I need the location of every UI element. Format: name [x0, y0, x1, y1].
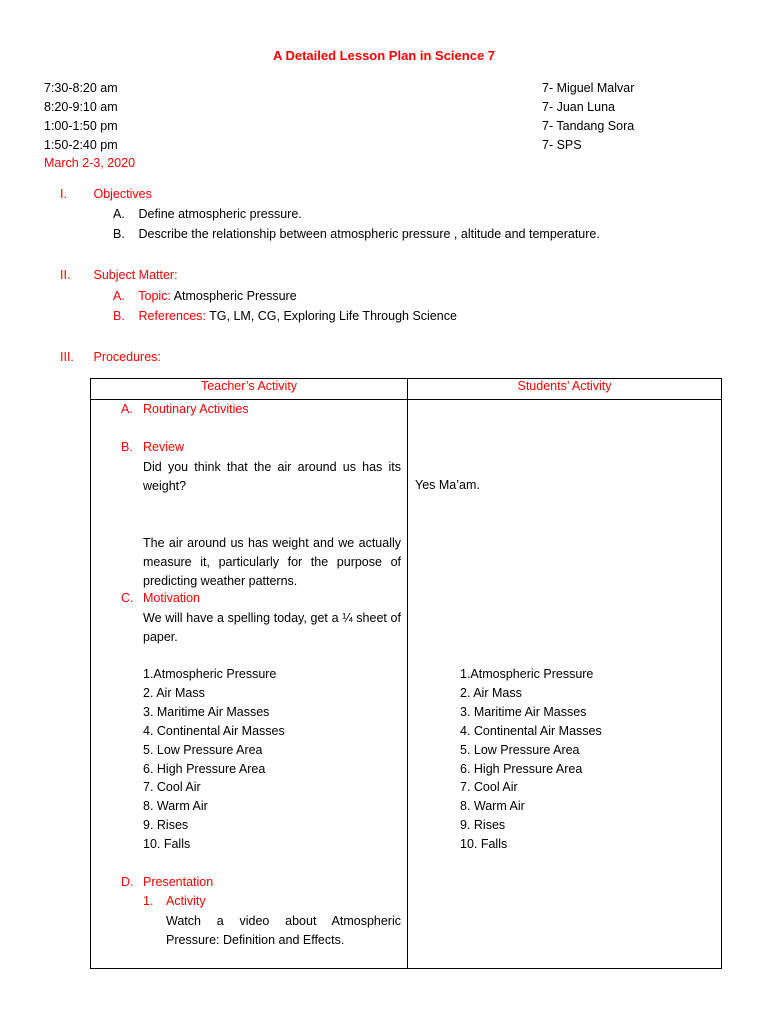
procedures-heading [60, 349, 161, 365]
spelling-word: 9. Rises [143, 818, 189, 832]
student-spelling-word: 6. High Pressure Area [460, 762, 583, 776]
student-spelling-word: 9. Rises [460, 818, 506, 832]
time-slot: 7:30-8:20 am [44, 81, 118, 95]
item-text: Describe the relationship between atmospheric pressure , altitude and temperature. [138, 227, 600, 241]
time-slot: 1:00-1:50 pm [44, 119, 118, 133]
references-line [113, 308, 457, 324]
section-name: 7- Juan Luna [542, 100, 615, 114]
section-title: Subject Matter: [93, 268, 178, 282]
objective-item [113, 206, 302, 222]
motivation-paragraph: We will have a spelling today, get a ¼ sheet of paper. [143, 611, 401, 644]
section-name: 7- Tandang Sora [542, 119, 635, 133]
student-spelling-word: 2. Air Mass [460, 686, 522, 700]
activity-paragraph: Watch a video about Atmospheric Pressure: Definition and Effects. [166, 914, 401, 947]
topic-value: Atmospheric Pressure [173, 289, 297, 303]
student-answer: Yes Ma’am. [415, 478, 480, 492]
spelling-word: 10. Falls [143, 837, 191, 851]
activity-heading: Activity [166, 894, 206, 908]
subject-matter-heading [60, 267, 178, 283]
time-slot: 8:20-9:10 am [44, 100, 118, 114]
section-title: Objectives [93, 187, 152, 201]
references-value: TG, LM, CG, Exploring Life Through Science [209, 309, 457, 323]
item-letter: B. [113, 309, 125, 323]
spelling-word: 6. High Pressure Area [143, 762, 266, 776]
topic-label: Topic: [138, 289, 171, 303]
section-name: 7- Miguel Malvar [542, 81, 635, 95]
time-slot: 1:50-2:40 pm [44, 138, 118, 152]
section-title: Procedures: [93, 350, 161, 364]
spelling-word: 5. Low Pressure Area [143, 743, 263, 757]
spelling-word: 1.Atmospheric Pressure [143, 667, 277, 681]
student-spelling-word: 3. Maritime Air Masses [460, 705, 587, 719]
item-letter: A. [113, 207, 125, 221]
routinary-letter: A. [121, 402, 133, 416]
schedule-times [44, 80, 118, 156]
teacher-column-header: Teacher’s Activity [91, 379, 408, 400]
student-spelling-word: 10. Falls [460, 837, 508, 851]
objective-item [113, 226, 600, 242]
item-letter: A. [113, 289, 125, 303]
item-letter: B. [113, 227, 125, 241]
review-question: Did you think that the air around us has its weight? [143, 460, 401, 493]
motivation-heading: Motivation [143, 591, 200, 605]
spelling-word: 2. Air Mass [143, 686, 205, 700]
spelling-word: 3. Maritime Air Masses [143, 705, 270, 719]
section-name: 7- SPS [542, 138, 582, 152]
procedures-table [90, 378, 722, 969]
lesson-date: March 2-3, 2020 [44, 156, 136, 170]
objectives-heading [60, 186, 152, 202]
students-column-header: Students’ Activity [408, 379, 722, 400]
section-number: II. [60, 268, 71, 282]
student-spelling-word: 4. Continental Air Masses [460, 724, 602, 738]
presentation-heading: Presentation [143, 875, 214, 889]
student-spelling-word: 1.Atmospheric Pressure [460, 667, 594, 681]
topic-line [113, 288, 297, 304]
student-spelling-word: 8. Warm Air [460, 799, 525, 813]
motivation-letter: C. [121, 591, 134, 605]
student-spelling-word: 5. Low Pressure Area [460, 743, 580, 757]
teacher-activity-cell [91, 400, 408, 969]
schedule-sections [542, 80, 634, 156]
review-letter: B. [121, 440, 133, 454]
spelling-word: 4. Continental Air Masses [143, 724, 285, 738]
references-label: References: [138, 309, 206, 323]
activity-number: 1. [143, 894, 154, 908]
section-number: III. [60, 350, 74, 364]
section-number: I. [60, 187, 67, 201]
item-text: Define atmospheric pressure. [138, 207, 302, 221]
review-heading: Review [143, 440, 184, 454]
spelling-word: 8. Warm Air [143, 799, 208, 813]
routinary-heading: Routinary Activities [143, 402, 249, 416]
spelling-word: 7. Cool Air [143, 780, 201, 794]
review-paragraph: The air around us has weight and we actually measure it, particularly for the purpose of predicting weather patterns. [143, 536, 401, 588]
document-title: A Detailed Lesson Plan in Science 7 [272, 48, 496, 63]
students-activity-cell [408, 400, 722, 969]
presentation-letter: D. [121, 875, 134, 889]
student-spelling-word: 7. Cool Air [460, 780, 518, 794]
